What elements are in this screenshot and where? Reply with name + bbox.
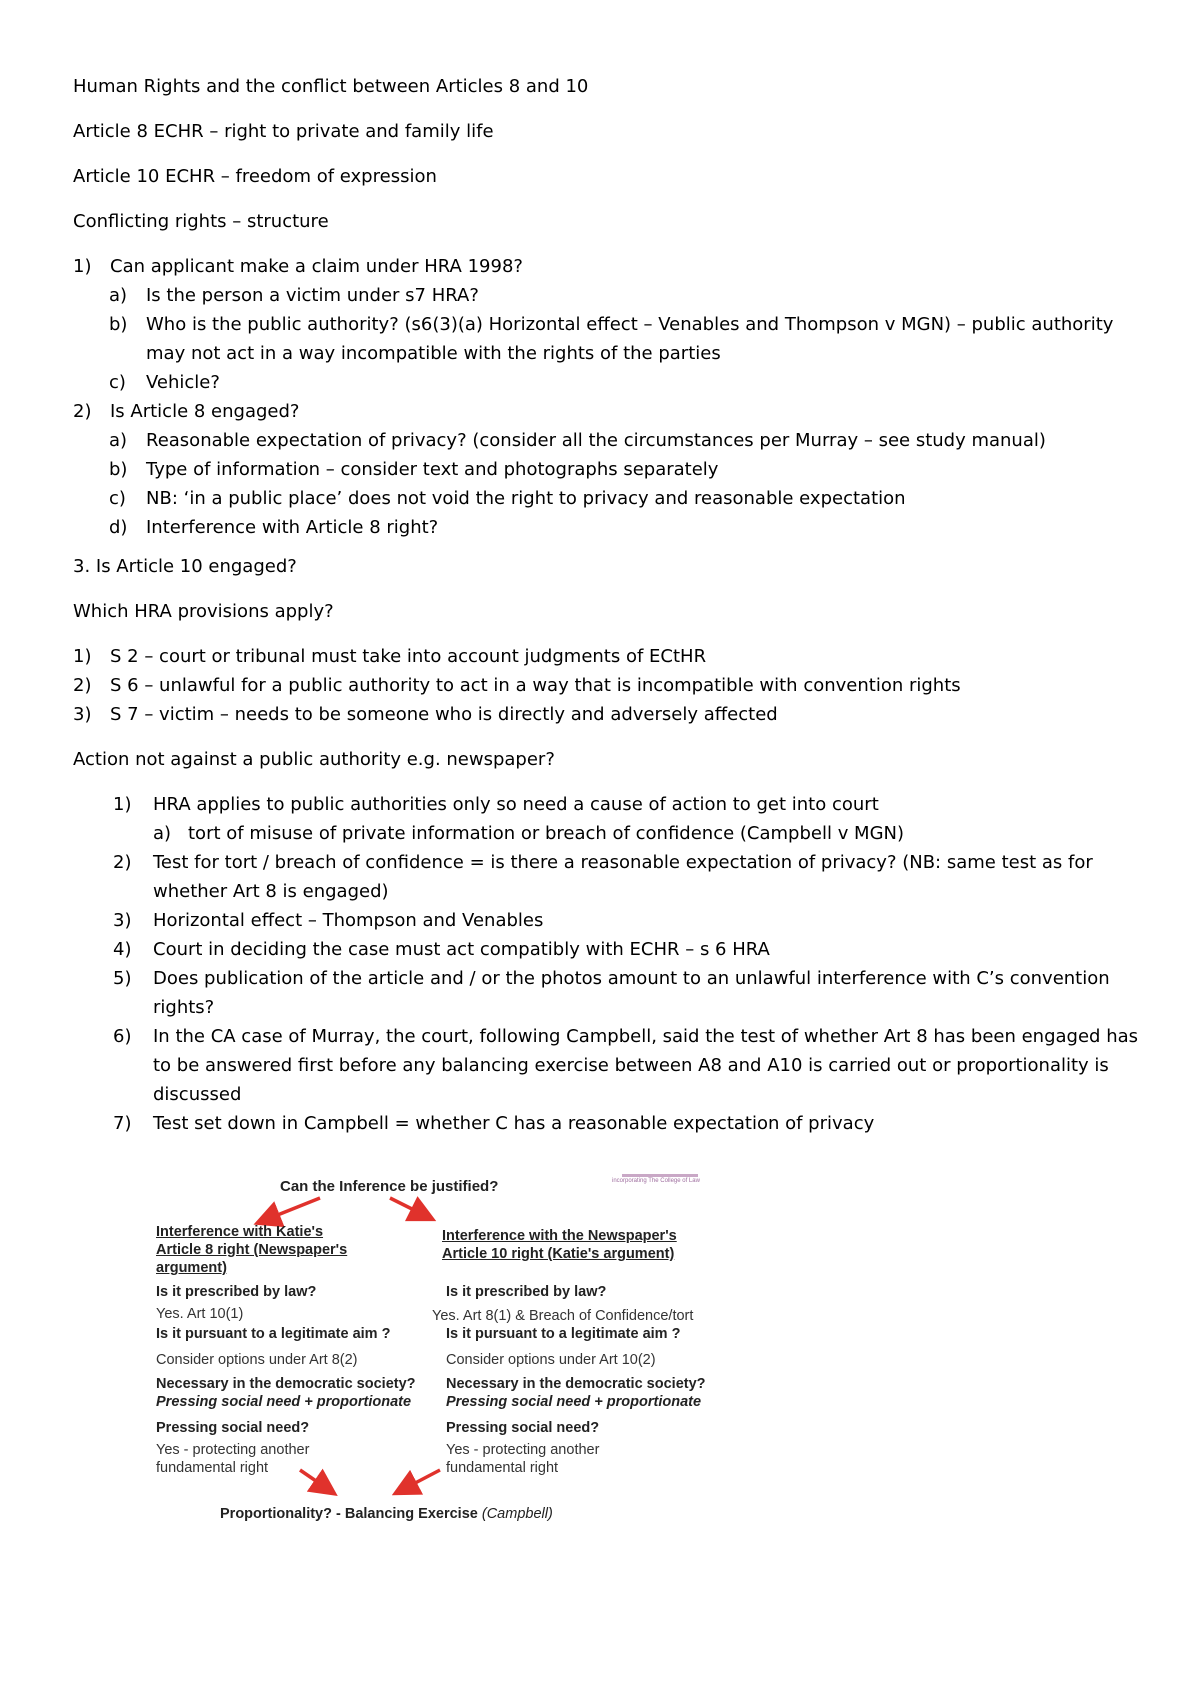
list-item-text: S 7 – victim – needs to be someone who is directly and adversely affected — [110, 704, 778, 725]
list-item-text: Does publication of the article and / or the photos amount to an unlawful interference with C’s convention rights? — [153, 968, 1110, 1018]
document-title: Human Rights and the conflict between Articles 8 and 10 — [73, 76, 589, 97]
diagram-title: Can the Inference be justified? — [280, 1178, 499, 1195]
list-item — [73, 935, 1143, 964]
arrow-right-top — [390, 1198, 430, 1218]
list-item — [73, 906, 1143, 935]
right-a-prescribed: Yes. Art 8(1) & Breach of Confidence/tort — [432, 1308, 694, 1324]
list-item-text: Test set down in Campbell = whether C has a reasonable expectation of privacy — [153, 1113, 875, 1134]
list-item — [73, 848, 1143, 906]
arrow-left-bottom — [300, 1470, 332, 1492]
right-q-pressing: Pressing social need? — [446, 1420, 600, 1436]
college-of-law-logo: incorporating The College of Law — [612, 1174, 708, 1188]
arrow-left-top — [260, 1198, 320, 1222]
list-marker: 2) — [73, 675, 92, 696]
left-q-necessary-2: Pressing social need + proportionate — [156, 1394, 412, 1410]
right-q-necessary: Necessary in the democratic society? — [446, 1376, 706, 1392]
list-item-text: Horizontal effect – Thompson and Venables — [153, 910, 544, 931]
list-marker: a) — [109, 430, 128, 451]
article-10-line: Article 10 ECHR – freedom of expression — [73, 166, 437, 187]
list-item-text: Is Article 8 engaged? — [110, 401, 300, 422]
list-marker: 5) — [113, 968, 132, 989]
proportionality-label: Proportionality? - Balancing Exercise — [220, 1506, 482, 1522]
list-marker: 1) — [113, 794, 132, 815]
list-item — [73, 790, 1143, 819]
list-marker: 1) — [73, 646, 92, 667]
list-item — [73, 455, 1143, 484]
left-heading-line-3: argument) — [156, 1260, 227, 1276]
list-item — [73, 368, 1143, 397]
list-item — [73, 671, 1143, 700]
list-marker: c) — [109, 488, 126, 509]
list-item — [73, 252, 1143, 281]
arrow-right-bottom — [398, 1470, 440, 1492]
list-item — [73, 484, 1143, 513]
list-item-text: Can applicant make a claim under HRA 1998? — [110, 256, 523, 277]
list-item — [73, 1022, 1143, 1109]
list-marker: 1) — [73, 256, 92, 277]
left-heading-line-1: Interference with Katie's — [156, 1224, 324, 1240]
list-item-text: In the CA case of Murray, the court, following Campbell, said the test of whether Art 8 has been engaged has to be answered first before any balancing exercise between A8 and A10 is carried out or proportionality is discussed — [153, 1026, 1139, 1105]
list-marker: a) — [153, 823, 172, 844]
structure-list — [73, 252, 1143, 542]
action-list — [73, 790, 1143, 1138]
list-item-text: Interference with Article 8 right? — [146, 517, 439, 538]
list-item-text: Who is the public authority? (s6(3)(a) Horizontal effect – Venables and Thompson v MGN) – public authority may not act in a way incompatible with the rights of the parties — [146, 314, 1114, 364]
left-a-aim: Consider options under Art 8(2) — [156, 1352, 358, 1368]
list-item — [73, 426, 1143, 455]
right-q-necessary-2: Pressing social need + proportionate — [446, 1394, 702, 1410]
right-a-pressing-2: fundamental right — [446, 1460, 559, 1476]
action-heading: Action not against a public authority e.g. newspaper? — [73, 749, 555, 770]
left-q-necessary: Necessary in the democratic society? — [156, 1376, 416, 1392]
list-item-text: S 6 – unlawful for a public authority to act in a way that is incompatible with convention rights — [110, 675, 961, 696]
campbell-citation: (Campbell) — [481, 1506, 553, 1522]
list-item — [73, 397, 1143, 426]
list-item — [73, 700, 1143, 729]
list-item — [73, 1109, 1143, 1138]
list-item-text: NB: ‘in a public place’ does not void the right to privacy and reasonable expectation — [146, 488, 906, 509]
list-marker: 2) — [113, 852, 132, 873]
justification-diagram — [150, 1170, 750, 1540]
article-8-line: Article 8 ECHR – right to private and family life — [73, 121, 494, 142]
left-a-pressing-1: Yes - protecting another — [156, 1442, 310, 1458]
list-item-text: S 2 – court or tribunal must take into account judgments of ECtHR — [110, 646, 707, 667]
list-item-text: tort of misuse of private information or breach of confidence (Campbell v MGN) — [188, 823, 905, 844]
right-a-aim: Consider options under Art 10(2) — [446, 1352, 656, 1368]
list-item — [73, 964, 1143, 1022]
left-q-pressing: Pressing social need? — [156, 1420, 310, 1436]
right-q-prescribed: Is it prescribed by law? — [446, 1284, 607, 1300]
list-item — [73, 281, 1143, 310]
list-marker: b) — [109, 459, 128, 480]
document-body — [73, 72, 1143, 1154]
list-marker: 7) — [113, 1113, 132, 1134]
diagram-bottom-label — [220, 1506, 553, 1522]
hra-heading: Which HRA provisions apply? — [73, 601, 334, 622]
list-item-text: Type of information – consider text and photographs separately — [146, 459, 719, 480]
list-item — [73, 642, 1143, 671]
left-a-prescribed: Yes. Art 10(1) — [156, 1306, 244, 1322]
list-marker: b) — [109, 314, 128, 335]
list-item-text: Is the person a victim under s7 HRA? — [146, 285, 479, 306]
list-marker: a) — [109, 285, 128, 306]
right-q-aim: Is it pursuant to a legitimate aim ? — [446, 1326, 681, 1342]
list-item — [73, 819, 1143, 848]
list-item-text: Court in deciding the case must act compatibly with ECHR – s 6 HRA — [153, 939, 770, 960]
list-marker: 3) — [73, 704, 92, 725]
list-item-text: Vehicle? — [146, 372, 220, 393]
list-item — [73, 310, 1143, 368]
hra-list — [73, 642, 1143, 729]
right-heading-line-2: Article 10 right (Katie's argument) — [442, 1246, 675, 1262]
list-item-text: Reasonable expectation of privacy? (consider all the circumstances per Murray – see study manual) — [146, 430, 1046, 451]
structure-heading: Conflicting rights – structure — [73, 211, 329, 232]
right-a-pressing-1: Yes - protecting another — [446, 1442, 600, 1458]
list-item-text: HRA applies to public authorities only so need a cause of action to get into court — [153, 794, 879, 815]
list-marker: c) — [109, 372, 126, 393]
list-item — [73, 513, 1143, 542]
list-marker: 3) — [113, 910, 132, 931]
left-q-aim: Is it pursuant to a legitimate aim ? — [156, 1326, 391, 1342]
list-item-text: Test for tort / breach of confidence = is there a reasonable expectation of privacy? (NB: same test as for whether Art 8 is engaged) — [153, 852, 1093, 902]
left-heading-line-2: Article 8 right (Newspaper's — [156, 1242, 348, 1258]
list-marker: 2) — [73, 401, 92, 422]
list-marker: 6) — [113, 1026, 132, 1047]
list-marker: 4) — [113, 939, 132, 960]
left-a-pressing-2: fundamental right — [156, 1460, 269, 1476]
article-10-question: 3. Is Article 10 engaged? — [73, 556, 297, 577]
list-marker: d) — [109, 517, 128, 538]
left-q-prescribed: Is it prescribed by law? — [156, 1284, 317, 1300]
right-heading-line-1: Interference with the Newspaper's — [442, 1228, 677, 1244]
